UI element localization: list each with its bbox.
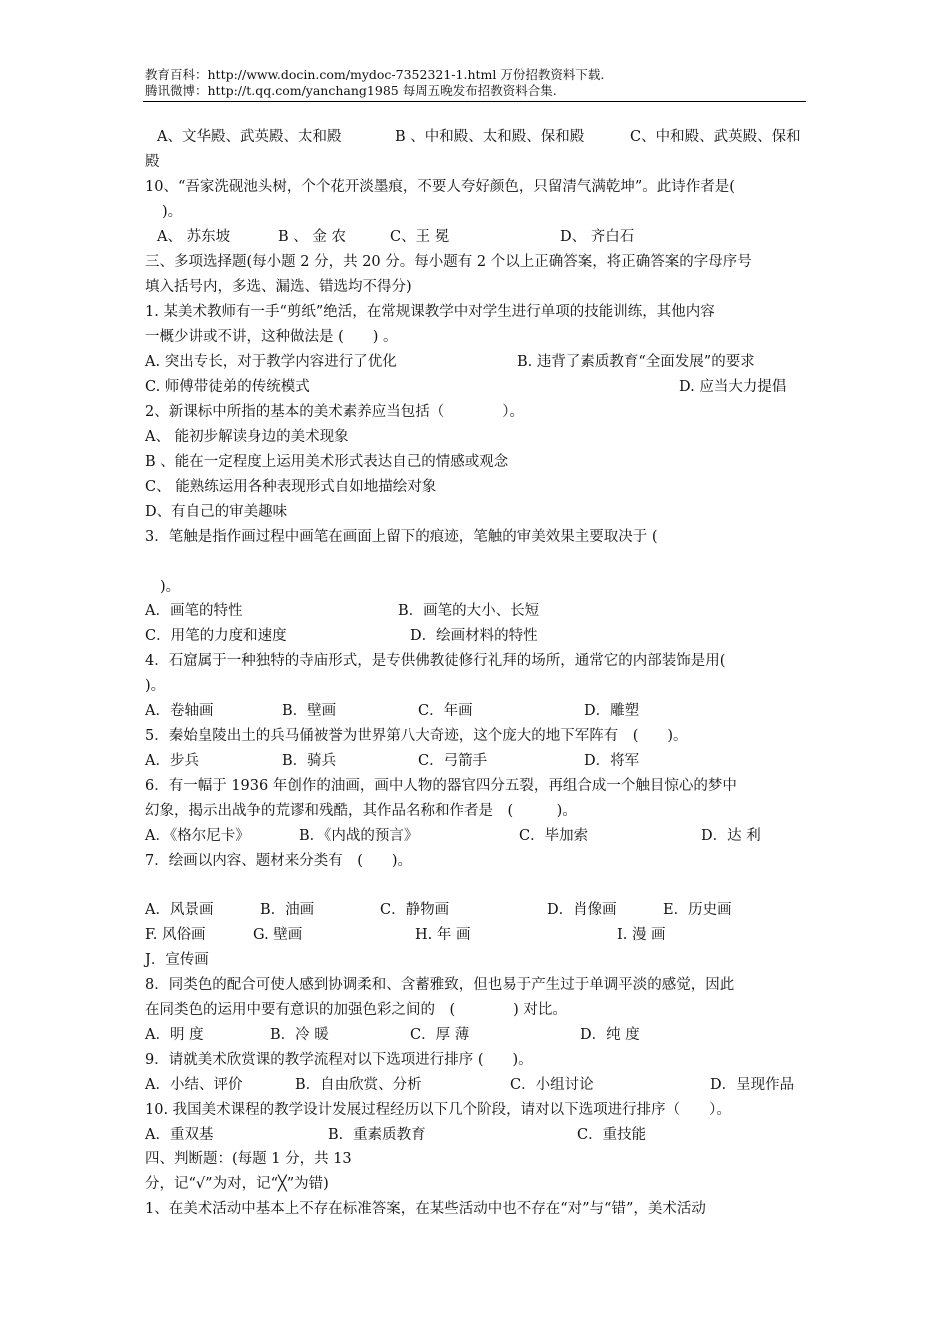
option-d: D．纯 度 — [580, 1027, 640, 1043]
option-a: A．风景画 — [145, 902, 214, 918]
s3-q8-stem-line2: 在同类色的运用中要有意识的加强色彩之间的 ( ) 对比。 — [145, 1002, 567, 1018]
s3-q3-stem-line1: 3．笔触是指作画过程中画笔在画面上留下的痕迹，笔触的审美效果主要取决于 ( — [145, 529, 658, 545]
option-b: B．自由欣赏、分析 — [295, 1077, 422, 1093]
option-e: E．历史画 — [663, 902, 732, 918]
s3-q6-stem-line2: 幻象，揭示出战争的荒谬和残酷，其作品名称和作者是 ( )。 — [145, 803, 577, 819]
option-b: B. 违背了素质教育“全面发展”的要求 — [517, 354, 755, 370]
header-line-weibo: 腾讯微博：http://t.qq.com/yanchang1985 每周五晚发布招教资料合集. — [145, 83, 557, 98]
section4-title-line1: 四、判断题：(每题 1 分，共 13 — [145, 1151, 352, 1167]
option-d: D．绘画材料的特性 — [410, 628, 538, 644]
option-c: C、中和殿、武英殿、保和 — [630, 129, 801, 145]
option-b: B．画笔的大小、长短 — [398, 603, 540, 619]
option-c: C、王 冕 — [390, 229, 450, 245]
option-c: C．毕加索 — [519, 828, 589, 844]
option-c-continued: 殿 — [145, 154, 160, 170]
section3-title-line1: 三、多项选择题(每小题 2 分，共 20 分。每小题有 2 个以上正确答案，将正确答案的字母序号 — [145, 254, 752, 270]
s3-q2-option-b: B 、能在一定程度上运用美术形式表达自己的情感或观念 — [145, 454, 509, 470]
option-b: B 、中和殿、太和殿、保和殿 — [395, 129, 585, 145]
option-a: A．重双基 — [145, 1127, 214, 1143]
option-g: G. 壁画 — [253, 927, 303, 943]
option-b: B．《内战的预言》 — [299, 828, 419, 844]
s3-q6-stem-line1: 6．有一幅于 1936 年创作的油画，画中人物的器官四分五裂，再组合成一个触目惊心的梦中 — [145, 778, 737, 794]
s3-q7-stem: 7．绘画以内容、题材来分类有 ( )。 — [145, 853, 413, 869]
s3-q7-option-j: J．宣传画 — [145, 952, 209, 968]
s3-q4-stem-line2: )。 — [145, 678, 166, 694]
s3-q3-stem-line2: )。 — [160, 579, 181, 595]
option-a: A．卷轴画 — [145, 703, 214, 719]
option-c: C．重技能 — [577, 1127, 647, 1143]
section4-title-line2: 分，记“√”为对，记“╳”为错) — [145, 1176, 329, 1192]
option-b: B．骑兵 — [282, 753, 337, 769]
s3-q1-stem-line2: 一概少讲或不讲，这种做法是 ( ) 。 — [145, 329, 398, 345]
header-divider — [143, 101, 806, 102]
option-a: A．画笔的特性 — [145, 603, 243, 619]
option-a: A．步兵 — [145, 753, 199, 769]
option-d: D．达 利 — [701, 828, 761, 844]
option-d: D．呈现作品 — [710, 1077, 795, 1093]
option-c: C．用笔的力度和速度 — [145, 628, 287, 644]
option-b: B．冷 暖 — [270, 1027, 329, 1043]
option-c: C．静物画 — [380, 902, 450, 918]
s3-q5-stem: 5．秦始皇陵出土的兵马俑被誉为世界第八大奇迹，这个庞大的地下军阵有 ( )。 — [145, 728, 688, 744]
option-d: D．雕塑 — [584, 703, 640, 719]
option-a: A．明 度 — [145, 1027, 204, 1043]
s3-q2-option-d: D、有自己的审美趣味 — [145, 504, 288, 520]
option-d: D、 齐白石 — [560, 229, 635, 245]
s3-q1-stem-line1: 1. 某美术教师有一手“剪纸”绝活，在常规课教学中对学生进行单项的技能训练，其他内容 — [145, 304, 715, 320]
section3-title-line2: 填入括号内，多选、漏选、错选均不得分) — [145, 279, 412, 295]
option-h: H. 年 画 — [415, 927, 471, 943]
option-c: C．厚 薄 — [410, 1027, 470, 1043]
s3-q4-stem-line1: 4．石窟属于一种独特的寺庙形式，是专供佛教徒修行礼拜的场所，通常它的内部装饰是用( — [145, 653, 726, 669]
option-a: A. 突出专长，对于教学内容进行了优化 — [145, 354, 397, 370]
option-a: A、文华殿、武英殿、太和殿 — [157, 129, 342, 145]
s3-q2-option-c: C、 能熟练运用各种表现形式自如地描绘对象 — [145, 479, 437, 495]
s3-q10-stem: 10. 我国美术课程的教学设计发展过程经历以下几个阶段，请对以下选项进行排序（ ）。 — [145, 1102, 731, 1118]
s3-q9-stem: 9．请就美术欣赏课的教学流程对以下选项进行排序 ( )。 — [145, 1052, 533, 1068]
option-b: B 、 金 农 — [278, 229, 346, 245]
option-b: B．油画 — [260, 902, 315, 918]
s4-q1-stem-line1: 1、在美术活动中基本上不存在标准答案，在某些活动中也不存在“对”与“错”，美术活动 — [145, 1201, 706, 1217]
option-b: B．重素质教育 — [328, 1127, 426, 1143]
option-c: C. 师傅带徒弟的传统模式 — [145, 379, 310, 395]
q10-stem-line1: 10、“吾家洗砚池头树，个个花开淡墨痕，不要人夸好颜色，只留清气满乾坤”。此诗作者是( — [145, 179, 735, 195]
option-b: B．壁画 — [282, 703, 337, 719]
option-d: D．肖像画 — [547, 902, 617, 918]
option-c: C．弓箭手 — [418, 753, 488, 769]
option-c: C．小组讨论 — [510, 1077, 594, 1093]
s3-q2-option-a: A、 能初步解读身边的美术现象 — [145, 429, 349, 445]
s3-q2-stem: 2、新课标中所指的基本的美术素养应当包括（ ）。 — [145, 404, 524, 420]
option-a: A．小结、评价 — [145, 1077, 243, 1093]
option-c: C．年画 — [418, 703, 473, 719]
q10-stem-line2: )。 — [162, 204, 183, 220]
option-a: A．《格尔尼卡》 — [145, 828, 250, 844]
option-d: D. 应当大力提倡 — [679, 379, 787, 395]
option-a: A、 苏东坡 — [157, 229, 231, 245]
header-line-docin: 教育百科：http://www.docin.com/mydoc-7352321-1.html 万份招教资料下载. — [145, 67, 605, 82]
option-d: D．将军 — [584, 753, 640, 769]
s3-q8-stem-line1: 8．同类色的配合可使人感到协调柔和、含蓄雅致，但也易于产生过于单调平淡的感觉，因此 — [145, 977, 735, 993]
option-i: I. 漫 画 — [617, 927, 666, 943]
option-f: F. 风俗画 — [145, 927, 206, 943]
